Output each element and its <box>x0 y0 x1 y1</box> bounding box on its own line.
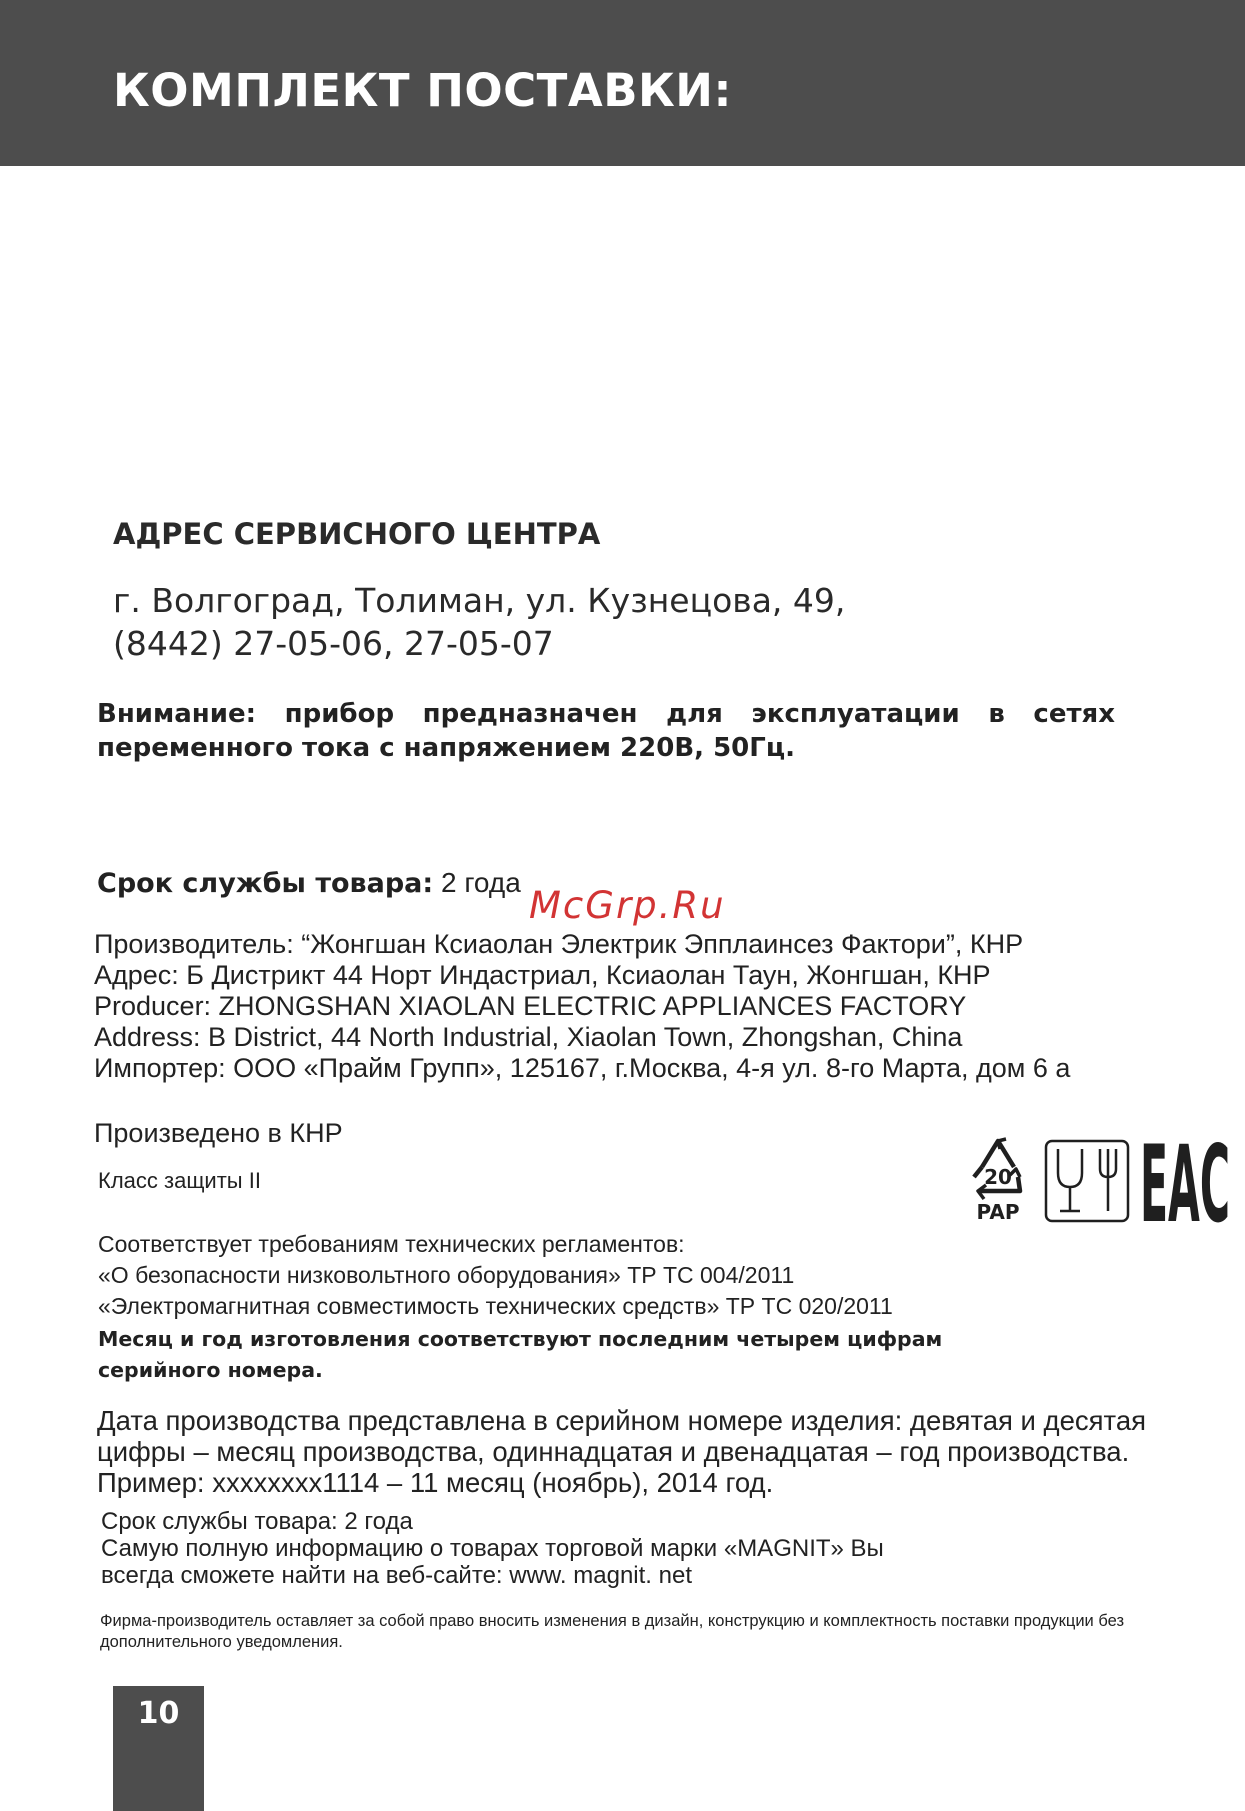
service-life-label: Срок службы товара: <box>97 868 434 899</box>
eac-mark: EAC <box>1140 1133 1230 1225</box>
certification-icons <box>960 1133 1232 1225</box>
watermark: McGrp.Ru <box>529 884 726 927</box>
manufacturer-line: Производитель: “Жонгшан Ксиаолан Электрик Эпплаинсез Фактори”, КНР <box>94 929 1024 959</box>
footer-info-line: Самую полную информацию о товарах торговой марки «MAGNIT» Вы <box>101 1535 884 1562</box>
voltage-warning: Внимание: прибор предназначен для эксплуатации в сетях переменного тока с напряжением 220В, 50Гц. <box>97 699 1115 763</box>
service-life-value: 2 года <box>440 867 521 898</box>
service-center-phones: (8442) 27-05-06, 27-05-07 <box>113 624 554 663</box>
importer-line: Импортер: ООО «Прайм Групп», 125167, г.Москва, 4-я ул. 8-го Марта, дом 6 а <box>94 1053 1071 1083</box>
production-date-line: Дата производства представлена в серийном номере изделия: девятая и десятая <box>97 1405 1147 1436</box>
manufacturer-address-line: Адрес: Б Дистрикт 44 Норт Индастриал, Ксиаолан Таун, Жонгшан, КНР <box>94 960 991 990</box>
header-bar <box>0 0 1245 166</box>
footer-website-line: всегда сможете найти на веб-сайте: www. magnit. net <box>101 1562 692 1589</box>
producer-line: Producer: ZHONGSHAN XIAOLAN ELECTRIC APPLIANCES FACTORY <box>94 991 967 1021</box>
disclaimer: Фирма-производитель оставляет за собой право вносить изменения в дизайн, конструкцию и комплектность поставки продукции без дополнительного уведомления. <box>100 1612 1125 1651</box>
recycle-number: 20 <box>984 1165 1012 1189</box>
producer-address-line: Address: B District, 44 North Industrial, Xiaolan Town, Zhongshan, China <box>94 1022 963 1052</box>
regulation-emc: «Электромагнитная совместимость технических средств» ТР ТС 020/2011 <box>98 1293 893 1319</box>
production-date-example: Пример: хххххххх1114 – 11 месяц (ноябрь), 2014 год. <box>97 1467 774 1498</box>
certification-icons-svg <box>960 1133 1232 1225</box>
page-number: 10 <box>137 1696 180 1731</box>
service-life <box>97 867 521 899</box>
made-in: Произведено в КНР <box>94 1118 343 1148</box>
regulation-low-voltage: «О безопасности низковольтного оборудования» ТР ТС 004/2011 <box>98 1262 795 1288</box>
service-center-heading: АДРЕС СЕРВИСНОГО ЦЕНТРА <box>113 517 601 551</box>
page-title: КОМПЛЕКТ ПОСТАВКИ: <box>113 64 732 117</box>
manufacture-date-note: Месяц и год изготовления соответствуют последним четырем цифрам серийного номера. <box>98 1327 943 1382</box>
page-number-box <box>113 1686 204 1811</box>
footer-service-life: Срок службы товара: 2 года <box>101 1508 413 1535</box>
protection-class: Класс защиты II <box>98 1168 261 1193</box>
service-center-address: г. Волгоград, Толиман, ул. Кузнецова, 49, <box>113 581 846 620</box>
food-contact-icon <box>1046 1141 1128 1221</box>
recycle-code: PAP <box>976 1200 1020 1224</box>
regulations-intro: Соответствует требованиям технических регламентов: <box>98 1231 685 1257</box>
production-date-line: цифры – месяц производства, одиннадцатая и двенадцатая – год производства. <box>97 1436 1130 1467</box>
